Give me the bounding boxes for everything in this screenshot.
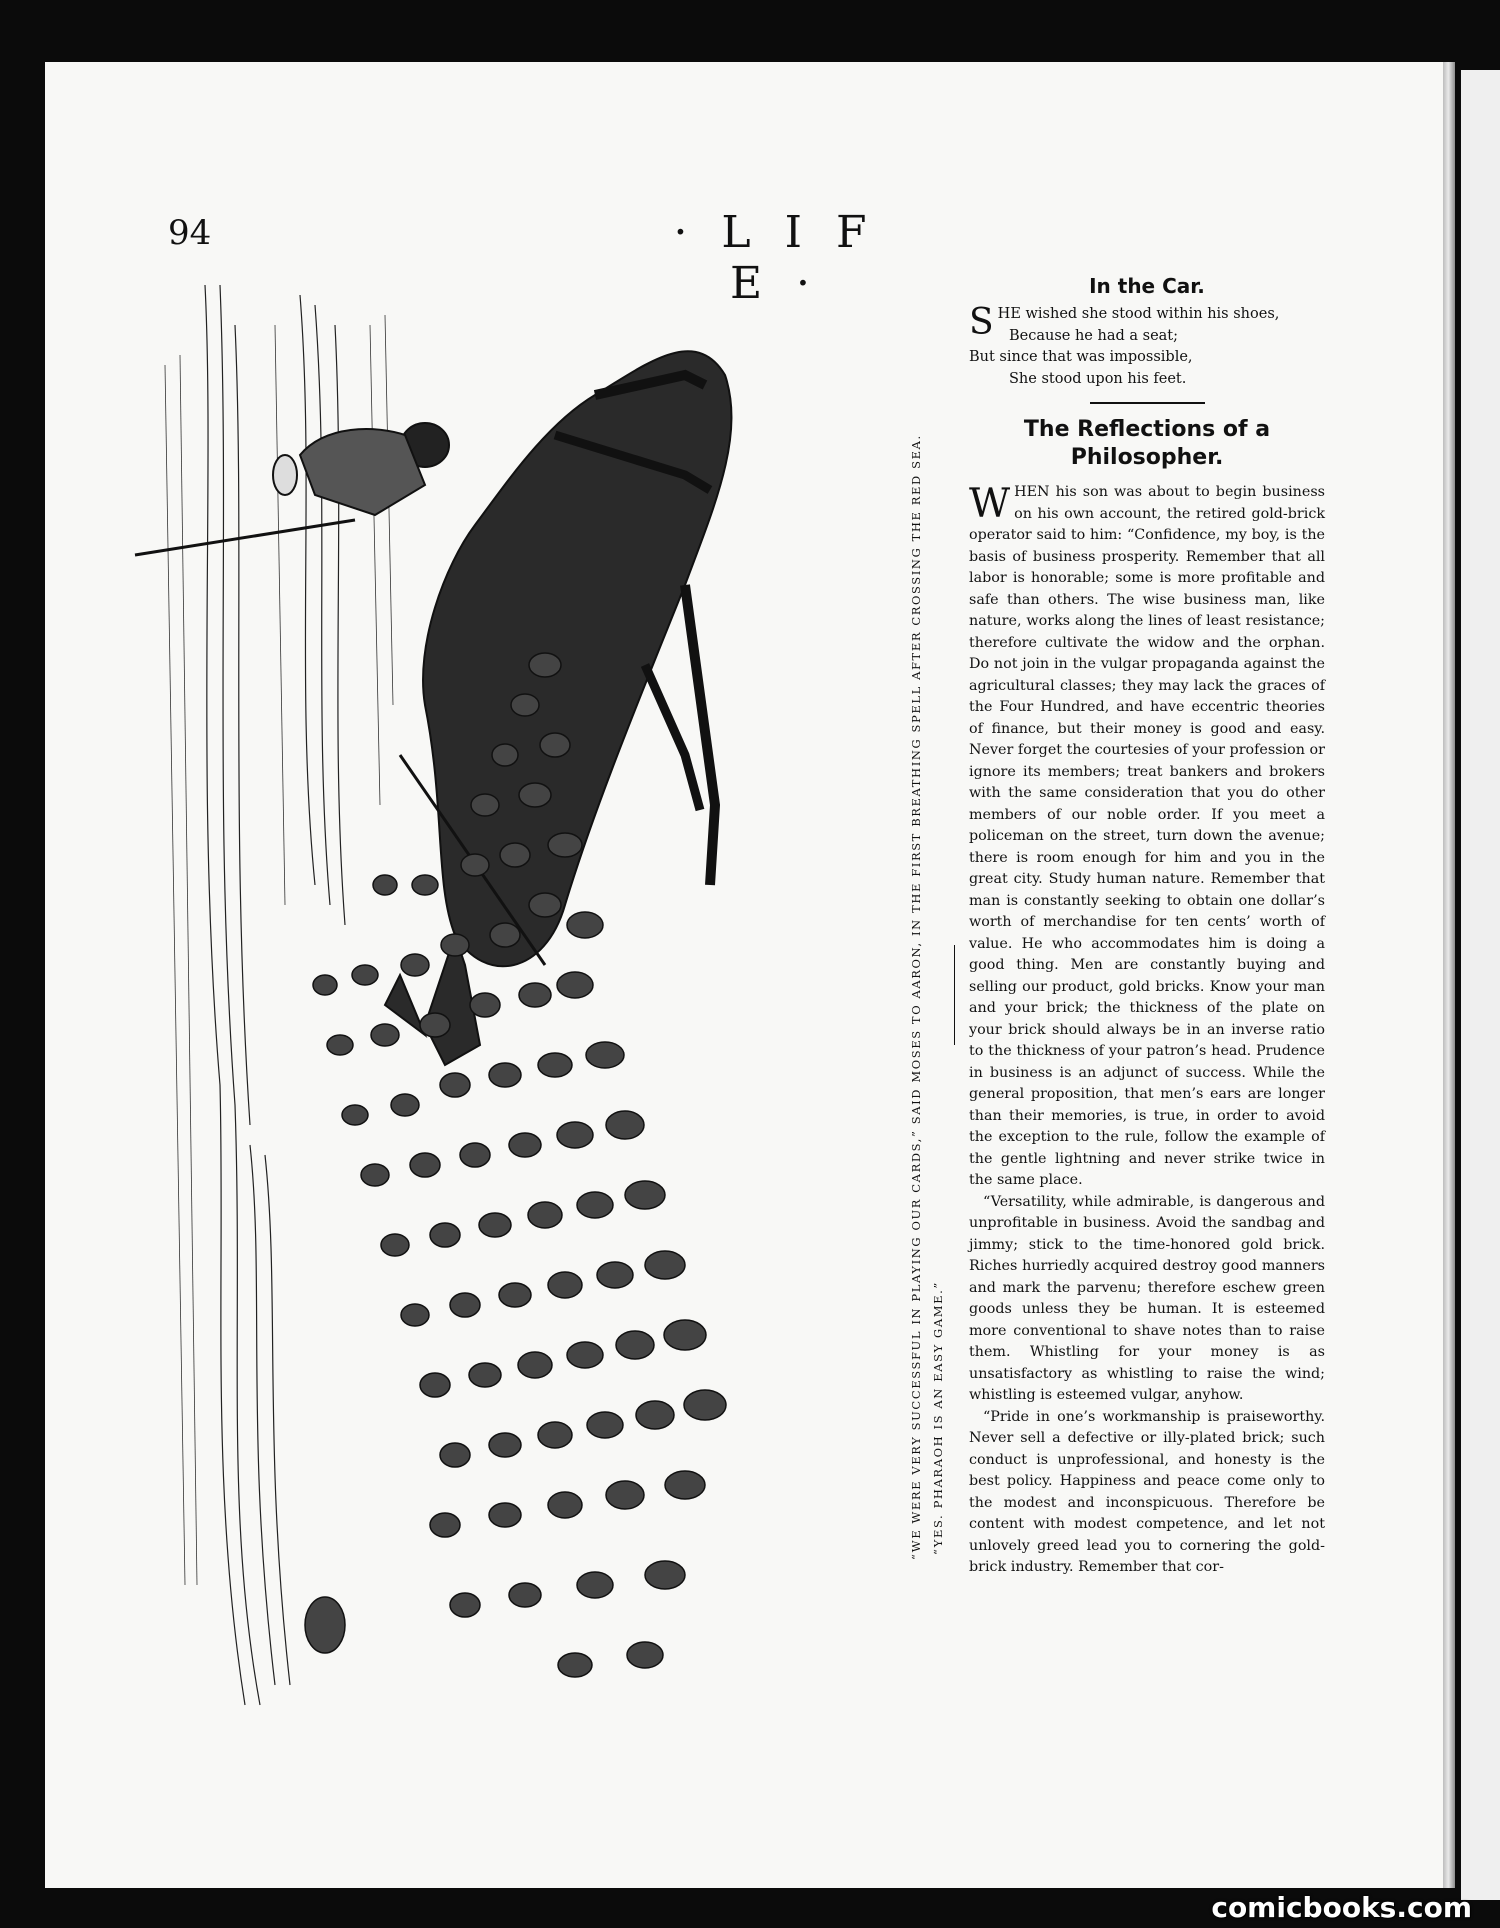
- caption-divider: [954, 945, 955, 1045]
- masthead-life: · L I F E ·: [673, 207, 877, 309]
- site-watermark: comicbooks.com: [1211, 1891, 1472, 1924]
- section-divider: [1090, 402, 1205, 404]
- essay-paragraph-2: “Versatility, while admirable, is dangerous and unprofitable in business. Avoid the sandbag and jimmy; stick to the time-honored gold brick. Riches hurriedly acquired destroy good manners and mark the parvenu; therefore eschew green goods unless they be human. It is esteemed more conventional to shave notes than to raise them. Whistling for your money is as unsatisfactory as whistling to raise the wind; whistling is esteemed vulgar, anyhow.: [969, 1193, 1325, 1403]
- page-number: 94: [168, 213, 212, 253]
- essay-paragraph-1: [969, 482, 1325, 1192]
- caption-line-1: “WE WERE VERY SUCCESSFUL IN PLAYING OUR CARDS,” SAID MOSES TO AARON, IN THE FIRST BREATHING SPELL AFTER CROSSING THE RED SEA.: [909, 434, 923, 1560]
- essay-dropcap: W: [969, 481, 1011, 527]
- poem-title: In the Car.: [1089, 274, 1205, 298]
- facing-page-strip: [1461, 70, 1500, 1900]
- poem-line-1: HE wished she stood within his shoes,: [997, 306, 1280, 322]
- poem-line-2: Because he had a seat;: [1009, 327, 1179, 344]
- essay-title: The Reflections of a Philosopher.: [1023, 417, 1271, 470]
- essay-paragraph-3: “Pride in one’s workmanship is praiseworthy. Never sell a defective or illy-plated brick; such conduct is unprofessional, and honesty is the best policy. Happiness and peace come only to the modest and inconspicuous. Therefore be content with modest competence, and let not unlovely greed lead you to cornering the gold-brick industry. Remember that cor-: [969, 1408, 1325, 1575]
- caption-line-2: “YES. PHARAOH IS AN EASY GAME.”: [931, 1281, 945, 1555]
- poem-dropcap: S: [969, 302, 994, 343]
- text-column: [969, 274, 1325, 1579]
- poem-line-3: But since that was impossible,: [969, 349, 1193, 365]
- poem-line-4: She stood upon his feet.: [1009, 370, 1187, 387]
- essay-body: [969, 482, 1325, 1579]
- poem-body: [969, 304, 1325, 390]
- essay-paragraph-1-text: HEN his son was about to begin business on his own account, the retired gold-brick operator said to him: “Confidence, my boy, is the basis of business prosperity. Remember that all labor is honorable; some is more profitable and safe than others. The wise business man, like nature, works along the lines of least resistance; therefore cultivate the widow and the orphan. Do not join in the vulgar propaganda against the agricultural classes; they may lack the graces of the Four Hundred, and have eccentric theories of finance, but their money is good and easy. Never forget the courtesies of your profession or ignore its members; treat bankers and brokers with the same consideration that you do other members of our noble order. If you meet a policeman on the street, turn down the avenue; there is room enough for him and you in the great city. Study human nature. Remember that man is constantly seeking to obtain one dollar’s worth of merchandise for ten cents’ worth of value. He who accommodates him is doing a good thing. Men are constantly buying and selling our product, gold bricks. Know your man and your brick; the thickness of the plate on your brick should always be in an inverse ratio to the thickness of your patron’s head. Prudence in business is an adjunct of success. While the general proposition, that men’s ears are longer than their memories, is true, in order to avoid the exception to the rule, follow the example of the gentle lightning and never strike twice in the same place.: [969, 484, 1325, 1188]
- cartoon-illustration: [125, 285, 915, 1715]
- page-edge-shadow: [1443, 62, 1455, 1888]
